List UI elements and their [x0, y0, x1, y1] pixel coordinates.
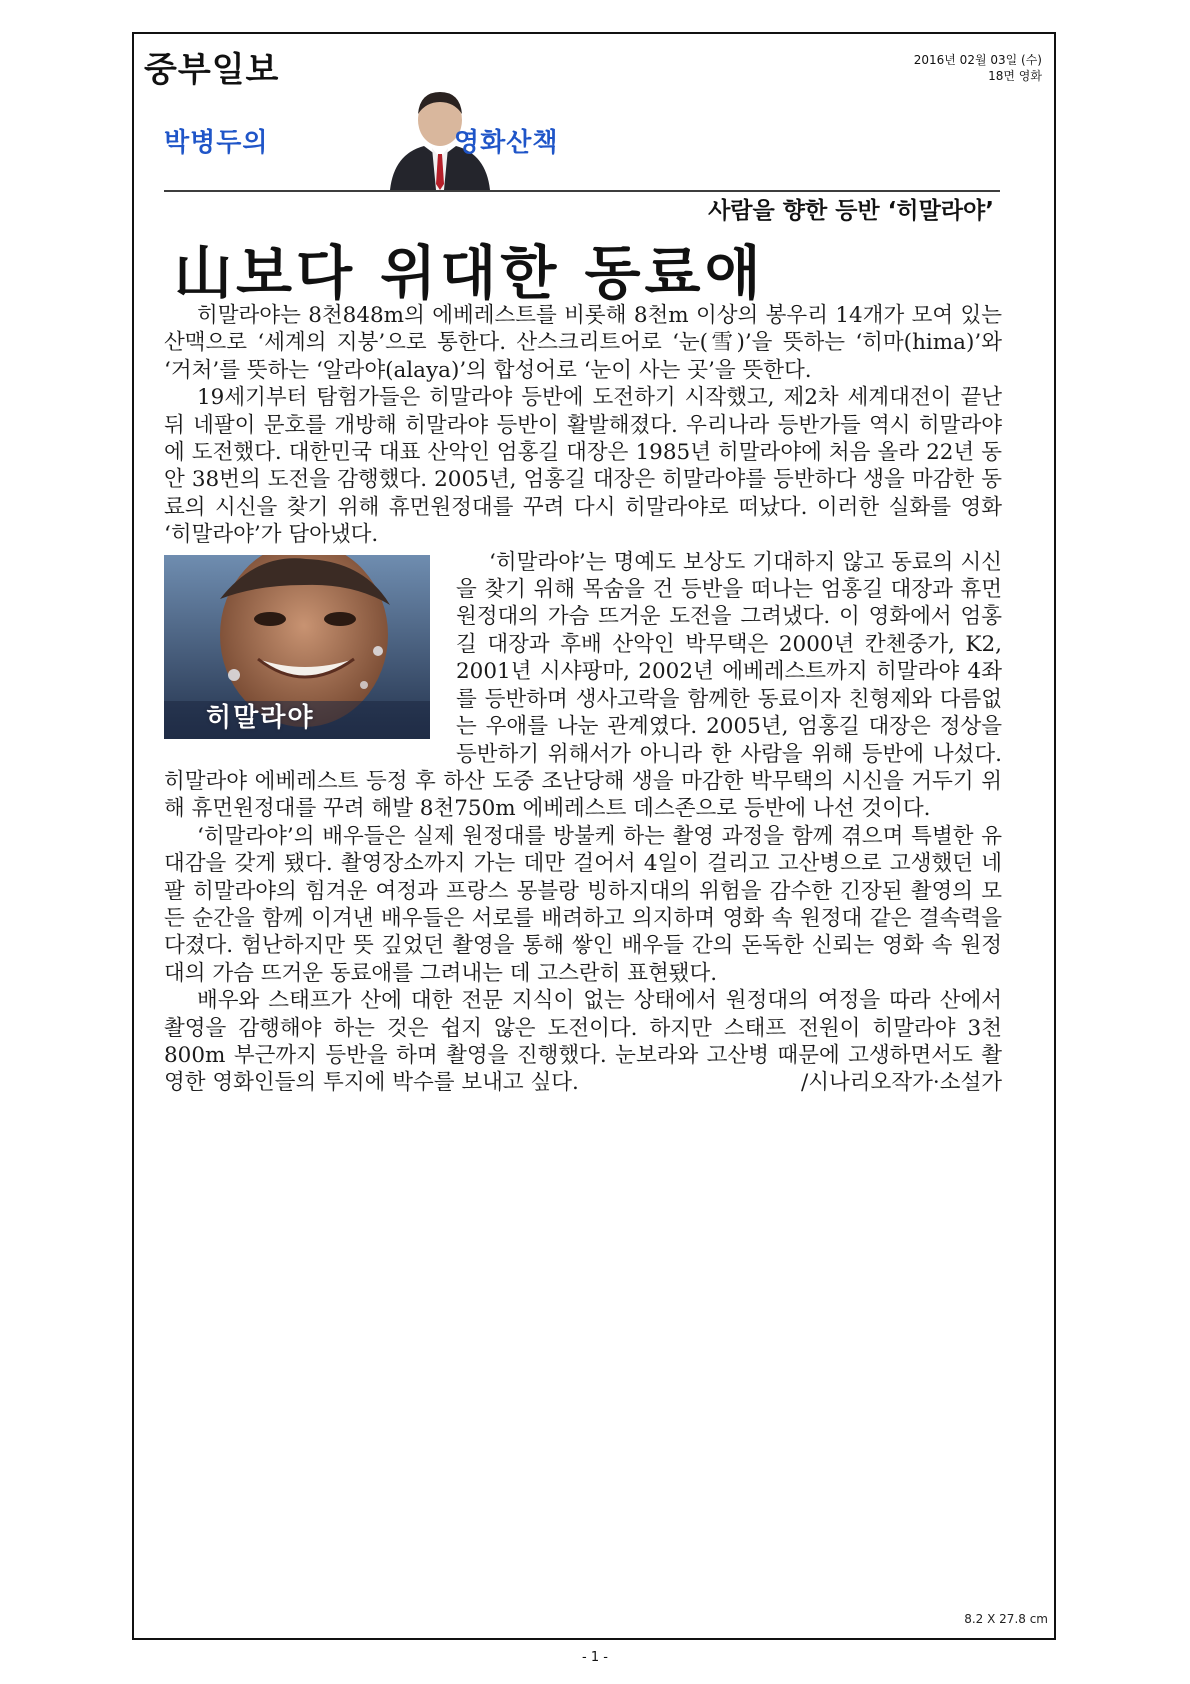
poster-title: 히말라야 [206, 703, 315, 734]
headline: 山보다 위대한 동료애 [174, 239, 765, 307]
movie-poster-photo [164, 555, 430, 739]
clipping-frame [132, 32, 1056, 1640]
column-name-right: 영화산책 [454, 128, 559, 158]
paragraph-5 [164, 987, 1002, 1097]
paragraph-3: ‘히말라야’는 명예도 보상도 기대하지 않고 동료의 시신을 찾기 위해 목숨을 건 등반을 떠나는 엄홍길 대장과 휴먼원정대의 가슴 뜨거운 도전을 그려냈다. 이 영화에서 엄홍길 대장과 후배 산악인 박무택은 2000년 칸첸중가, K2, 2001년 시샤팡마, 2002년 에베레스트까지 히말라야 4좌를 등반하며 생사고락을 함께한 동료이자 친형제와 다름없는 우애를 나눈 관계였다. 2005년, 엄홍길 대장은 정상을 등반하기 위해서가 아니라 한 사람을 위해 등반에 나섰다. 히말라야 에베레스트 등정 후 하산 도중 조난당해 생을 마감한 박무택의 시신을 거두기 위해 휴먼원정대를 꾸려 해발 8천750m 에베레스트 데스존으로 등반에 나선 것이다. [164, 549, 1002, 822]
column-name-left: 박병두의 [164, 128, 269, 158]
dateline-date: 2016년 02월 03일 (수) [913, 53, 1042, 67]
clipping-size-note: 8.2 X 27.8 cm [964, 1612, 1048, 1626]
article-body [164, 302, 1002, 1097]
dateline [914, 52, 1042, 84]
paragraph-2: 19세기부터 탐험가들은 히말라야 등반에 도전하기 시작했고, 제2차 세계대전이 끝난 뒤 네팔이 문호를 개방해 히말라야 등반이 활발해졌다. 우리나라 등반가들 역시 히말라야에 도전했다. 대한민국 대표 산악인 엄홍길 대장은 1985년 히말라야에 처음 올라 22년 동안 38번의 도전을 감행했다. 2005년, 엄홍길 대장은 히말라야를 등반하다 생을 마감한 동료의 시신을 찾기 위해 휴먼원정대를 꾸려 다시 히말라야로 떠났다. 이러한 실화를 영화 ‘히말라야’가 담아냈다. [164, 385, 1002, 548]
paragraph-5-text: 배우와 스태프가 산에 대한 전문 지식이 없는 상태에서 원정대의 여정을 따라 산에서 촬영을 감행해야 하는 것은 쉽지 않은 도전이다. 하지만 스태프 전원이 히말라야 3천800m 부근까지 등반을 하며 촬영을 진행했다. 눈보라와 고산병 때문에 고생하면서도 촬영한 영화인들의 투지에 박수를 보내고 싶다. [164, 988, 1002, 1096]
paragraph-1: 히말라야는 8천848m의 에베레스트를 비롯해 8천m 이상의 봉우리 14개가 모여 있는 산맥으로 ‘세계의 지붕’으로 통한다. 산스크리트어로 ‘눈(雪)’을 뜻하는 ‘히마(hima)’와 ‘거처’를 뜻하는 ‘알라야(alaya)’의 합성어로 ‘눈이 사는 곳’을 뜻한다. [164, 303, 1002, 383]
column-subtitle: 사람을 향한 등반 ‘히말라야’ [708, 198, 994, 224]
dateline-section: 18면 영화 [988, 69, 1042, 83]
page-number: - 1 - [582, 1650, 608, 1665]
byline: /시나리오작가·소설가 [801, 1070, 1002, 1096]
masthead: 중부일보 [144, 50, 280, 90]
paragraph-4: ‘히말라야’의 배우들은 실제 원정대를 방불케 하는 촬영 과정을 함께 겪으며 특별한 유대감을 갖게 됐다. 촬영장소까지 가는 데만 걸어서 4일이 걸리고 고산병으로 고생했던 네팔 히말라야의 힘겨운 여정과 프랑스 몽블랑 빙하지대의 위험을 감수한 긴장된 촬영의 모든 순간을 함께 이겨낸 배우들은 서로를 배려하고 의지하며 영화 속 원정대 같은 결속력을 다졌다. 험난하지만 뜻 깊었던 촬영을 통해 쌓인 배우들 간의 돈독한 신뢰는 영화 속 원정대의 가슴 뜨거운 동료애를 그려내는 데 고스란히 표현됐다. [164, 823, 1002, 986]
